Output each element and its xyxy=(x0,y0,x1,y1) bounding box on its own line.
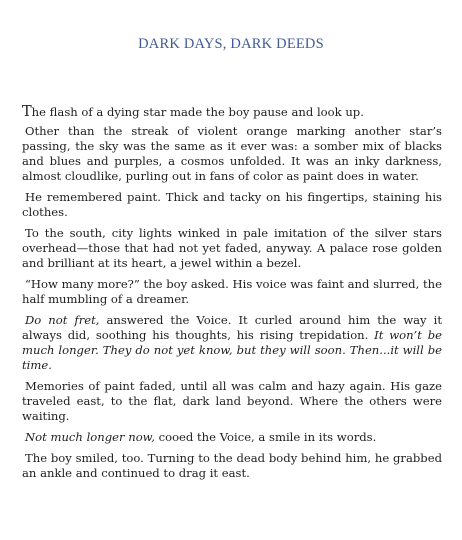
paragraph-7: Memories of paint faded, until all was calm and hazy again. His gaze traveled east, to the flat, dark land beyond. Where the others were waiting. xyxy=(22,379,442,423)
paragraph-4: To the south, city lights winked in pale imitation of the silver stars overhead—those that had not yet faded, anyway. A palace rose golden and brilliant at its heart, a jewel within a bezel. xyxy=(22,226,442,270)
paragraph-6-italic-end: It won’t be much longer. They do not yet know, but they will soon. Then...it will be time. xyxy=(22,328,442,372)
paragraph-3: He remembered paint. Thick and tacky on his fingertips, staining his clothes. xyxy=(22,190,442,219)
paragraph-8 xyxy=(22,430,442,445)
paragraph-9: The boy smiled, too. Turning to the dead body behind him, he grabbed an ankle and continued to drag it east. xyxy=(22,451,442,480)
paragraph-6-italic-start: Do not fret, xyxy=(25,313,100,327)
paragraph-8-middle: cooed the Voice, a smile in its words. xyxy=(154,430,377,444)
paragraph-2: Other than the streak of violent orange marking another star’s passing, the sky was the same as it ever was: a somber mix of blacks and blues and purples, a cosmos unfolded. It was an inky darkness, almost cloudlike, purling out in fans of color as paint does in water. xyxy=(22,124,442,183)
chapter-title: DARK DAYS, DARK DEEDS xyxy=(138,36,324,52)
paragraph-1-text: he flash of a dying star made the boy pause and look up. xyxy=(31,105,364,119)
opening-letter: T xyxy=(22,104,32,120)
paragraph-8-italic-start: Not much longer now, xyxy=(25,430,155,444)
paragraph-5: “How many more?” the boy asked. His voice was faint and slurred, the half mumbling of a dreamer. xyxy=(22,277,442,306)
chapter-body xyxy=(22,105,442,487)
paragraph-6-middle: answered the Voice. It curled around him the way it always did, soothing his thoughts, his rising trepidation. xyxy=(22,313,442,342)
paragraph-1 xyxy=(22,105,442,120)
paragraph-6 xyxy=(22,313,442,373)
